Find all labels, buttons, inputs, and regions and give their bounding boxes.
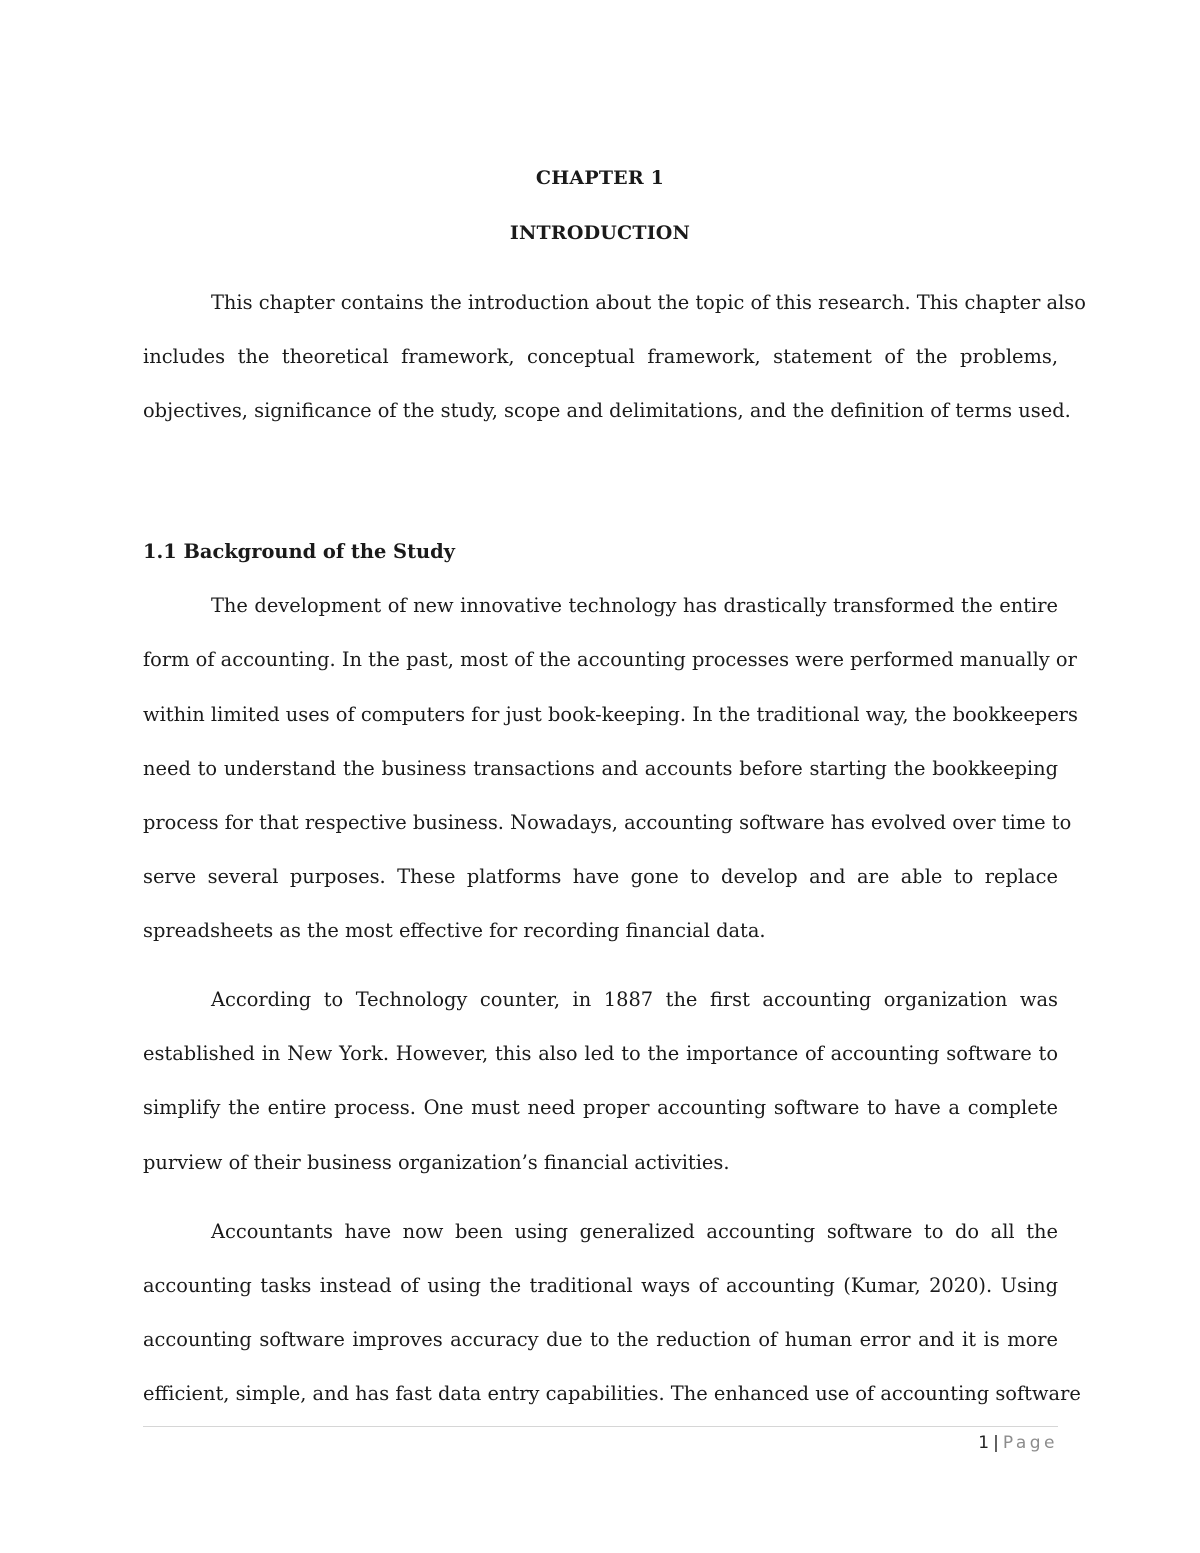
page-footer bbox=[978, 1433, 1058, 1453]
paragraph-line: serve several purposes. These platforms have gone to develop and are able to replace bbox=[143, 865, 1058, 888]
paragraph-line: According to Technology counter, in 1887 the first accounting organization was bbox=[211, 988, 1058, 1011]
paragraph-line: spreadsheets as the most effective for recording financial data. bbox=[143, 919, 766, 942]
chapter-title: INTRODUCTION bbox=[509, 222, 691, 244]
paragraph-line: accounting tasks instead of using the traditional ways of accounting (Kumar, 2020). Using bbox=[143, 1274, 1058, 1297]
paragraph-line: accounting software improves accuracy due to the reduction of human error and it is more bbox=[143, 1328, 1058, 1351]
chapter-label: CHAPTER 1 bbox=[535, 167, 665, 189]
paragraph-line: efficient, simple, and has fast data entry capabilities. The enhanced use of accounting software bbox=[143, 1382, 1081, 1405]
paragraph-line: simplify the entire process. One must need proper accounting software to have a complete bbox=[143, 1096, 1058, 1119]
footer-separator: | bbox=[993, 1433, 999, 1453]
paragraph-line: within limited uses of computers for just book-keeping. In the traditional way, the bookkeepers bbox=[143, 703, 1078, 726]
footer-divider bbox=[143, 1426, 1058, 1427]
paragraph-line: process for that respective business. Nowadays, accounting software has evolved over time to bbox=[143, 811, 1072, 834]
paragraph-line: form of accounting. In the past, most of the accounting processes were performed manually or bbox=[143, 648, 1077, 671]
page-word: Page bbox=[1002, 1433, 1058, 1453]
paragraph-line: The development of new innovative technology has drastically transformed the entire bbox=[211, 594, 1058, 617]
paragraph-line: objectives, significance of the study, scope and delimitations, and the definition of terms used. bbox=[143, 399, 1071, 422]
paragraph-line: established in New York. However, this also led to the importance of accounting software to bbox=[143, 1042, 1058, 1065]
paragraph-line: purview of their business organization’s financial activities. bbox=[143, 1151, 730, 1174]
paragraph-line: need to understand the business transactions and accounts before starting the bookkeeping bbox=[143, 757, 1058, 780]
page-number: 1 bbox=[978, 1433, 990, 1453]
paragraph-line: includes the theoretical framework, conceptual framework, statement of the problems, bbox=[143, 345, 1058, 368]
section-heading: 1.1 Background of the Study bbox=[143, 540, 455, 563]
paragraph-line: Accountants have now been using generalized accounting software to do all the bbox=[211, 1220, 1058, 1243]
paragraph-line: This chapter contains the introduction about the topic of this research. This chapter also bbox=[211, 291, 1086, 314]
